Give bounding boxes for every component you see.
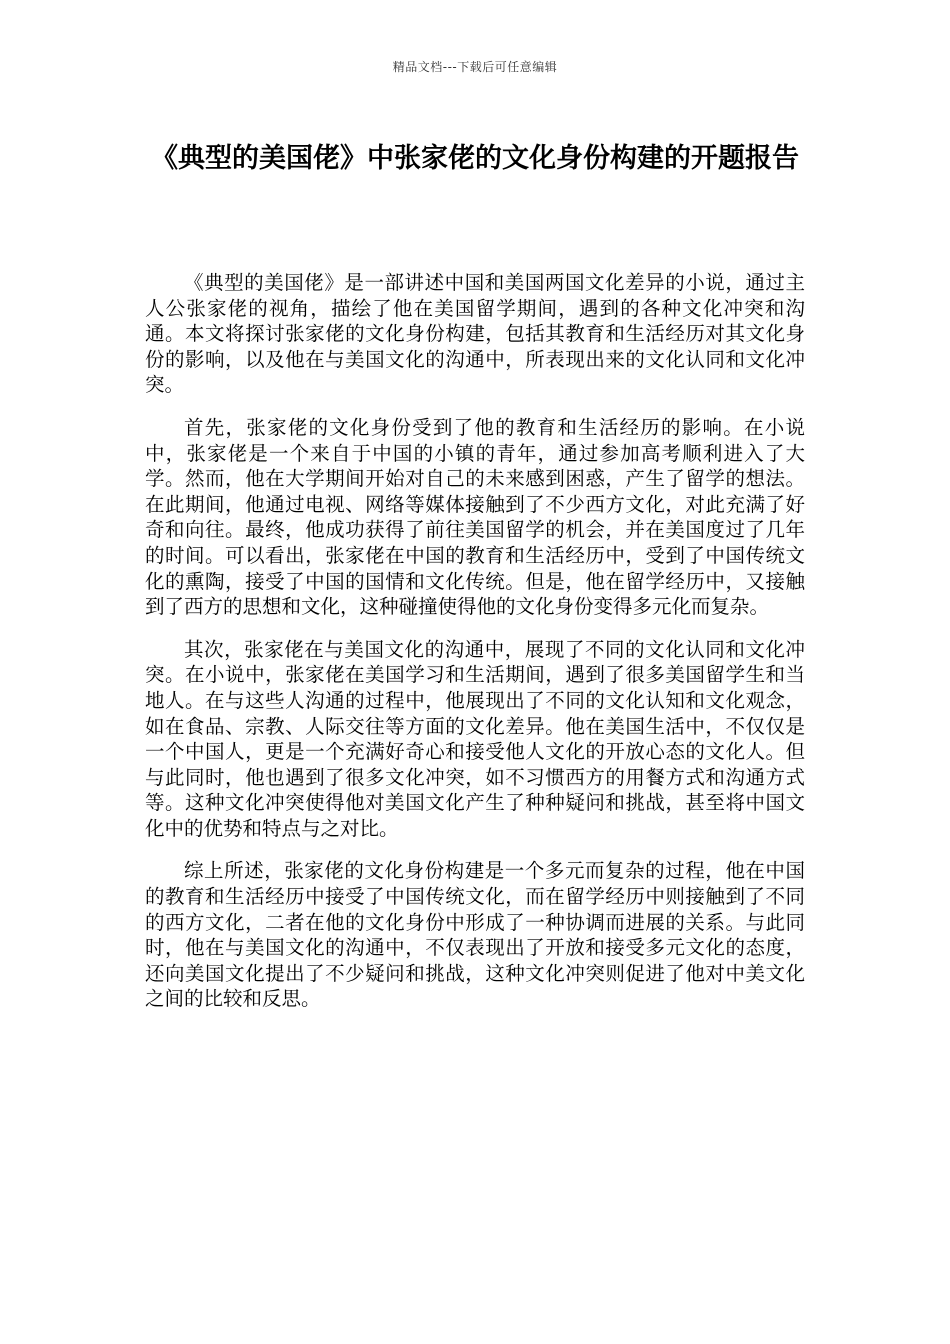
document-title: 《典型的美国佬》中张家佬的文化身份构建的开题报告	[151, 143, 799, 174]
document-body	[145, 270, 805, 1029]
paragraph-1: 《典型的美国佬》是一部讲述中国和美国两国文化差异的小说，通过主人公张家佬的视角，描绘了他在美国留学期间，遇到的各种文化冲突和沟通。本文将探讨张家佬的文化身份构建，包括其教育和生活经历对其文化身份的影响，以及他在与美国文化的沟通中，所表现出来的文化认同和文化冲突。	[145, 271, 805, 397]
paragraph-2: 首先，张家佬的文化身份受到了他的教育和生活经历的影响。在小说中，张家佬是一个来自于中国的小镇的青年，通过参加高考顺利进入了大学。然而，他在大学期间开始对自己的未来感到困惑，产生了留学的想法。在此期间，他通过电视、网络等媒体接触到了不少西方文化，对此充满了好奇和向往。最终，他成功获得了前往美国留学的机会，并在美国度过了几年的时间。可以看出，张家佬在中国的教育和生活经历中，受到了中国传统文化的熏陶，接受了中国的国情和文化传统。但是，他在留学经历中，又接触到了西方的思想和文化，这种碰撞使得他的文化身份变得多元化而复杂。	[145, 415, 805, 619]
header-note: 精品文档---下载后可任意编辑	[392, 60, 558, 74]
paragraph-3: 其次，张家佬在与美国文化的沟通中，展现了不同的文化认同和文化冲突。在小说中，张家佬在美国学习和生活期间，遇到了很多美国留学生和当地人。在与这些人沟通的过程中，他展现出了不同的文化认知和文化观念，如在食品、宗教、人际交往等方面的文化差异。他在美国生活中，不仅仅是一个中国人，更是一个充满好奇心和接受他人文化的开放心态的文化人。但与此同时，他也遇到了很多文化冲突，如不习惯西方的用餐方式和沟通方式等。这种文化冲突使得他对美国文化产生了种种疑问和挑战，甚至将中国文化中的优势和特点与之对比。	[145, 637, 805, 840]
paragraph-4: 综上所述，张家佬的文化身份构建是一个多元而复杂的过程，他在中国的教育和生活经历中接受了中国传统文化，而在留学经历中则接触到了不同的西方文化，二者在他的文化身份中形成了一种协调而进展的关系。与此同时，他在与美国文化的沟通中，不仅表现出了开放和接受多元文化的态度，还向美国文化提出了不少疑问和挑战，这种文化冲突则促进了他对中美文化之间的比较和反思。	[145, 859, 805, 1011]
